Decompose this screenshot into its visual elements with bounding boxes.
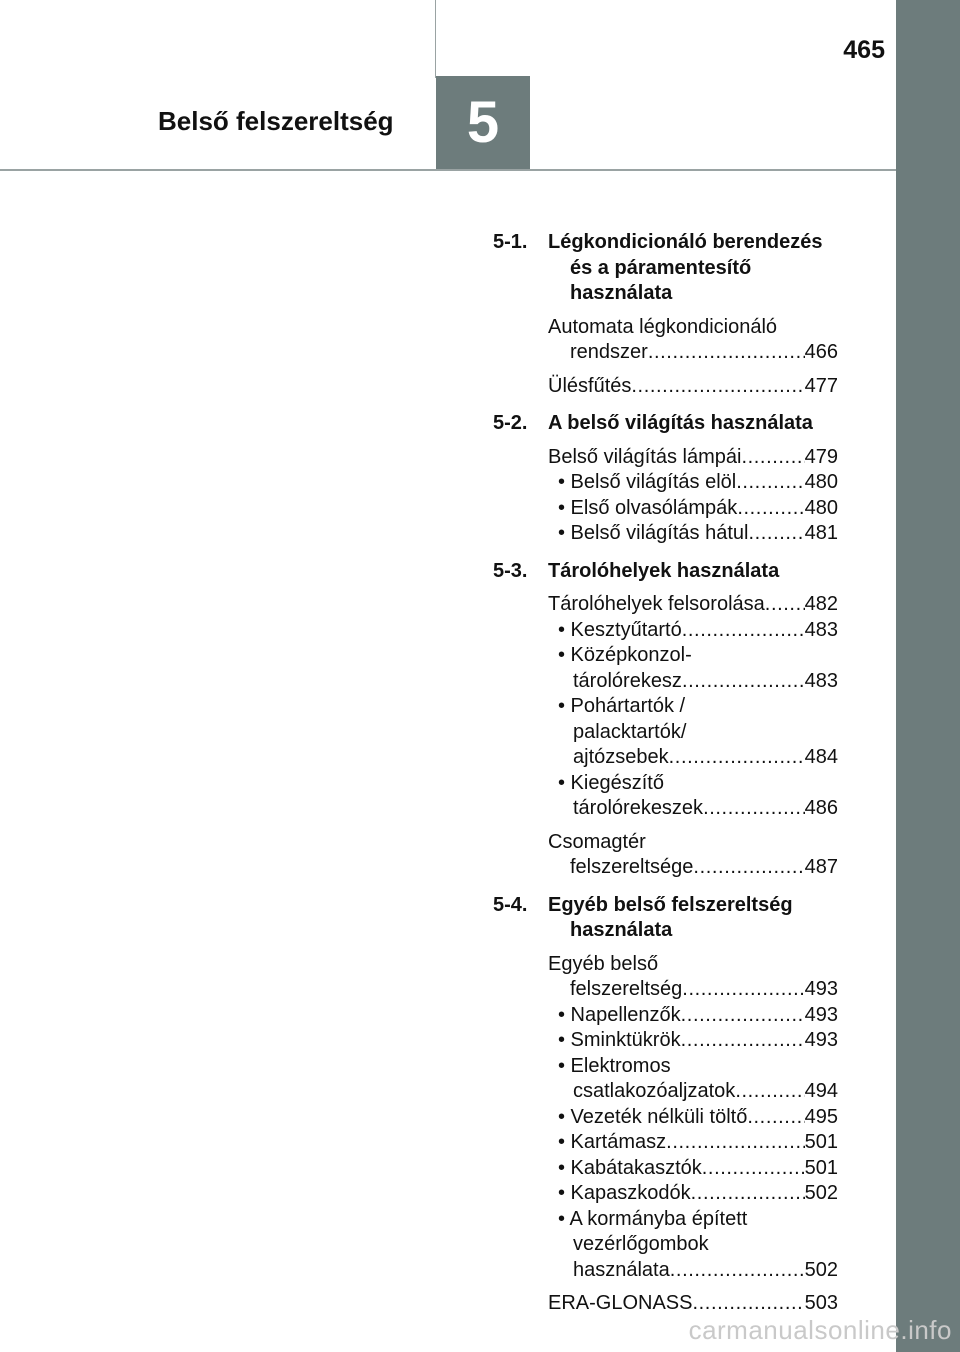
subentry-label: • Napellenzők bbox=[558, 1003, 681, 1026]
entry-label: Automata légkondicionáló bbox=[548, 315, 778, 338]
subentry-label: • Belső világítás elöl bbox=[558, 471, 737, 493]
entry-page: 495 bbox=[804, 1105, 838, 1128]
subentry-label-cont: palacktartók/ bbox=[573, 720, 687, 743]
entry-page: 486 bbox=[804, 797, 838, 819]
toc-section-5-1[interactable] bbox=[493, 230, 838, 307]
subentry-label-cont: csatlakozóaljzatok bbox=[573, 1080, 736, 1102]
header-divider-vertical bbox=[435, 0, 436, 78]
watermark: carmanualsonline.info bbox=[688, 1315, 952, 1345]
entry-page: 487 bbox=[804, 856, 838, 878]
subentry-label-cont: ajtózsebek bbox=[573, 746, 669, 768]
section-title: Egyéb belső felszereltség bbox=[548, 893, 793, 916]
toc-entry[interactable] bbox=[548, 592, 838, 618]
toc-subentry[interactable] bbox=[548, 618, 838, 644]
toc-subentry[interactable] bbox=[548, 1003, 838, 1029]
entry-label: Csomagtér bbox=[548, 830, 646, 853]
table-of-contents bbox=[493, 230, 838, 1317]
toc-entry[interactable] bbox=[548, 374, 838, 400]
section-number: 5-1. bbox=[493, 231, 528, 253]
section-title: A belső világítás használata bbox=[548, 412, 813, 434]
chapter-title: Belső felszereltség bbox=[158, 106, 394, 136]
toc-entry[interactable] bbox=[548, 952, 838, 1003]
subentry-label-cont: tárolórekeszek bbox=[573, 797, 704, 819]
toc-subentry[interactable] bbox=[548, 521, 838, 547]
toc-subentry[interactable] bbox=[548, 694, 838, 771]
section-title-cont: használata bbox=[570, 282, 673, 304]
chapter-number: 5 bbox=[466, 90, 500, 155]
chapter-side-tab bbox=[896, 0, 960, 1352]
toc-section-5-3[interactable] bbox=[493, 559, 838, 585]
entry-page: 501 bbox=[804, 1131, 838, 1153]
subentry-label: • Belső világítás hátul bbox=[558, 522, 749, 544]
subentry-label-cont: használata bbox=[573, 1258, 670, 1281]
section-title-cont: használata bbox=[570, 919, 673, 941]
subentry-label: • A kormányba épített bbox=[558, 1207, 748, 1230]
section-title: Légkondicionáló berendezés bbox=[548, 231, 823, 253]
toc-section-5-2[interactable] bbox=[493, 411, 838, 437]
subentry-label: • Kesztyűtartó bbox=[558, 618, 682, 641]
entry-page: 493 bbox=[804, 1003, 838, 1026]
section-number: 5-4. bbox=[493, 893, 528, 916]
entry-page: 480 bbox=[804, 471, 838, 493]
subentry-label: • Pohártartók / bbox=[558, 695, 686, 717]
entry-label-cont: rendszer bbox=[570, 341, 648, 363]
entry-page: 493 bbox=[804, 978, 838, 1000]
subentry-label: • Kiegészítő bbox=[558, 771, 664, 794]
toc-subentry[interactable] bbox=[548, 1105, 838, 1131]
subentry-label: • Kartámasz bbox=[558, 1131, 667, 1153]
entry-page: 494 bbox=[804, 1080, 838, 1102]
entry-page: 483 bbox=[804, 669, 838, 692]
subentry-label: • Kabátakasztók bbox=[558, 1156, 702, 1179]
entry-page: 484 bbox=[804, 746, 838, 768]
subentry-label: • Vezeték nélküli töltő bbox=[558, 1105, 748, 1128]
section-title-cont: és a páramentesítő bbox=[570, 256, 752, 279]
toc-subentry[interactable] bbox=[548, 1181, 838, 1207]
toc-entry[interactable] bbox=[548, 315, 838, 366]
entry-label-cont: felszereltsége bbox=[570, 856, 694, 878]
entry-page: 501 bbox=[804, 1156, 838, 1179]
subentry-label: • Sminktükrök bbox=[558, 1029, 681, 1051]
entry-page: 502 bbox=[804, 1258, 838, 1281]
subentry-label: • Elektromos bbox=[558, 1054, 671, 1077]
page-number: 465 bbox=[843, 36, 885, 64]
toc-subentry[interactable] bbox=[548, 1156, 838, 1182]
entry-page: 479 bbox=[804, 445, 838, 468]
entry-page: 502 bbox=[804, 1182, 838, 1204]
entry-label-cont: felszereltség bbox=[570, 978, 683, 1000]
section-number: 5-3. bbox=[493, 559, 528, 582]
toc-subentry[interactable] bbox=[548, 1130, 838, 1156]
toc-subentry[interactable] bbox=[548, 1028, 838, 1054]
toc-entry[interactable] bbox=[548, 1291, 838, 1317]
toc-subentry[interactable] bbox=[548, 496, 838, 522]
entry-page: 466 bbox=[804, 341, 838, 363]
subentry-label: • Első olvasólámpák bbox=[558, 496, 738, 519]
entry-page: 480 bbox=[804, 496, 838, 519]
entry-page: 503 bbox=[804, 1292, 838, 1314]
entry-page: 482 bbox=[804, 593, 838, 615]
subentry-label: • Kapaszkodók bbox=[558, 1182, 691, 1204]
entry-page: 477 bbox=[804, 374, 838, 397]
subentry-label-cont: vezérlőgombok bbox=[573, 1233, 709, 1255]
toc-entry[interactable] bbox=[548, 830, 838, 881]
section-number: 5-2. bbox=[493, 412, 528, 434]
subentry-label: • Középkonzol- bbox=[558, 644, 692, 666]
toc-entry[interactable] bbox=[548, 445, 838, 471]
entry-page: 493 bbox=[804, 1029, 838, 1051]
chapter-number-box bbox=[436, 76, 530, 169]
entry-page: 481 bbox=[804, 522, 838, 544]
entry-label: Belső világítás lámpái bbox=[548, 445, 742, 468]
section-title: Tárolóhelyek használata bbox=[548, 559, 780, 582]
entry-label: Tárolóhelyek felsorolása bbox=[548, 593, 765, 615]
toc-subentry[interactable] bbox=[548, 643, 838, 694]
toc-section-5-4[interactable] bbox=[493, 893, 838, 944]
entry-label: ERA-GLONASS bbox=[548, 1292, 693, 1314]
toc-subentry[interactable] bbox=[548, 1054, 838, 1105]
entry-label: Ülésfűtés bbox=[548, 374, 632, 397]
entry-page: 483 bbox=[804, 618, 838, 641]
header-divider-horizontal bbox=[0, 169, 896, 171]
toc-subentry[interactable] bbox=[548, 470, 838, 496]
toc-subentry[interactable] bbox=[548, 771, 838, 822]
entry-label: Egyéb belső bbox=[548, 952, 659, 975]
toc-subentry[interactable] bbox=[548, 1207, 838, 1284]
subentry-label-cont: tárolórekesz bbox=[573, 669, 682, 692]
